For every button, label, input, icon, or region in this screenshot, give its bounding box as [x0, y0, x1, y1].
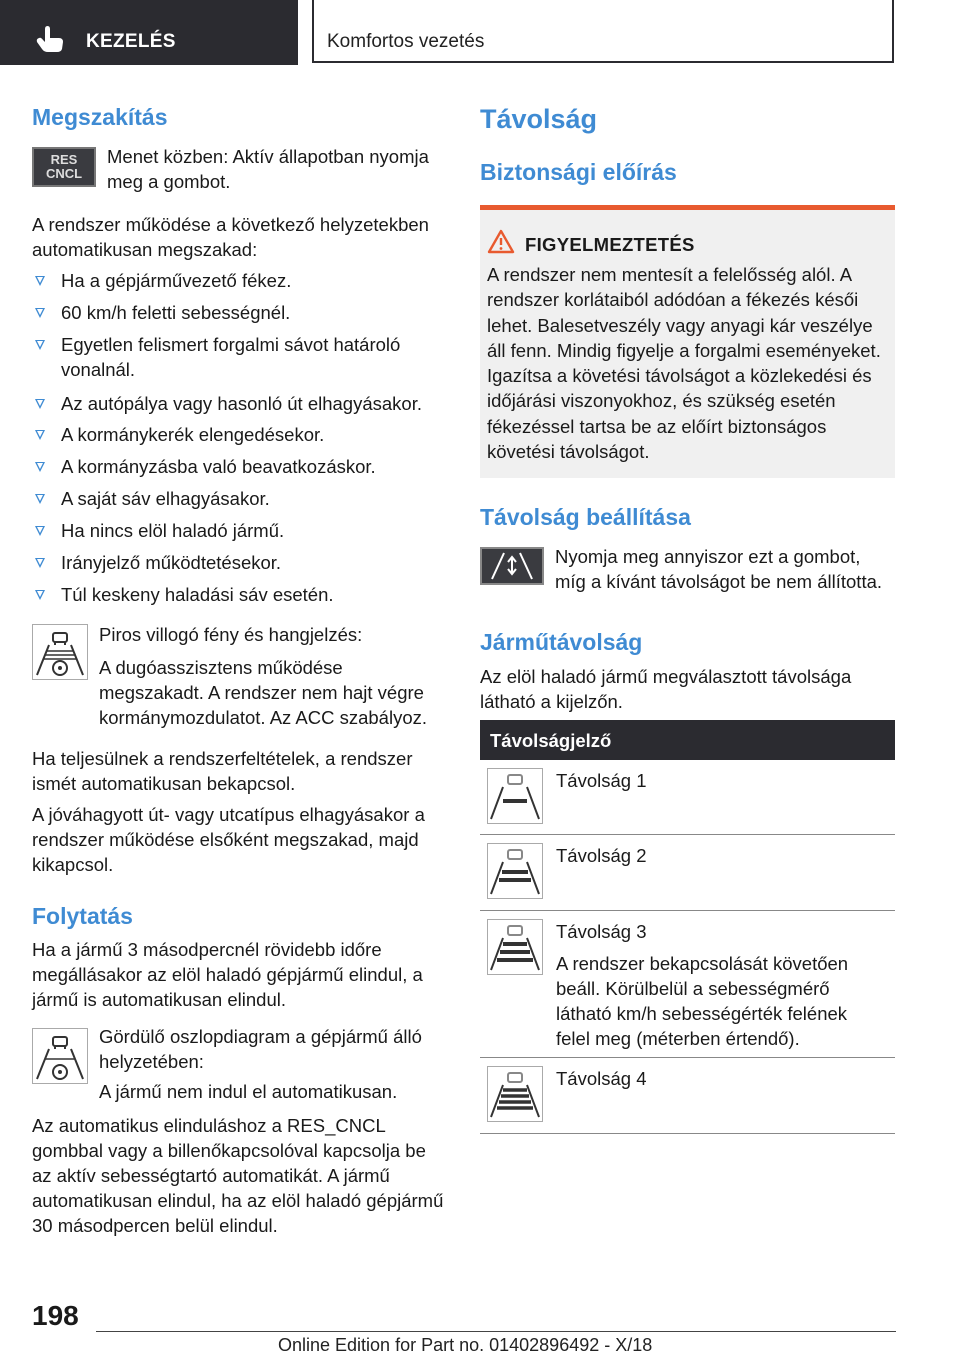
list-item: A kormánykerék elengedésekor. — [32, 422, 444, 447]
distance-3-icon — [487, 919, 543, 975]
res-cncl-button-icon — [32, 147, 96, 187]
table-header-label: Távolságjelző — [490, 730, 612, 751]
section-title: KEZELÉS — [86, 31, 176, 52]
row-divider — [480, 1057, 895, 1058]
intro-text: A rendszer működése a következő helyzetekben automatikusan megszakad: — [32, 214, 429, 260]
distance-bars-3-icon — [488, 920, 542, 974]
reactivate-text: Ha teljesülnek a rendszerfeltételek, a rendszer ismét automatikusan bekapcsol. — [32, 748, 413, 794]
distance-bars-4-icon — [488, 1067, 542, 1121]
footer-divider — [96, 1331, 896, 1332]
distance-4-label: Távolság 4 — [556, 1068, 647, 1089]
icon1-caption: Piros villogó fény és hangjelzés: — [99, 624, 363, 645]
triangle-bullet-icon — [35, 340, 45, 350]
heading-megszakitas: Megszakítás — [32, 104, 168, 130]
folytatas-text: Ha a jármű 3 másodpercnél rövidebb időre megállásakor az elöl haladó gépjármű elindul, a jármű is automatikusan elindul. — [32, 939, 423, 1010]
distance-2-icon — [487, 843, 543, 899]
triangle-bullet-icon — [35, 276, 45, 286]
heading-jarmutavolsag: Járműtávolság — [480, 629, 643, 655]
res-label: RES — [50, 152, 78, 167]
res-instruction: Menet közben: Aktív állapotban nyomja meg a gombot. — [107, 146, 429, 192]
section-tab — [0, 0, 298, 65]
jarmutavolsag-text: Az elöl haladó jármű megválasztott távolsága látható a kijelzőn. — [480, 666, 852, 712]
list-item: Túl keskeny haladási sáv esetén. — [32, 582, 444, 607]
page-number: 198 — [32, 1300, 79, 1331]
list-item: 60 km/h feletti sebességnél. — [32, 300, 444, 325]
triangle-bullet-icon — [35, 590, 45, 600]
edition-text: Online Edition for Part no. 01402896492 - X/18 — [278, 1335, 653, 1355]
triangle-bullet-icon — [35, 494, 45, 504]
triangle-bullet-icon — [35, 430, 45, 440]
table-header — [480, 720, 895, 760]
chapter-title: Komfortos vezetés — [327, 31, 485, 52]
icon2-description: A jármű nem indul el automatikusan. — [99, 1081, 398, 1102]
warning-box — [480, 205, 895, 478]
row-divider — [480, 834, 895, 835]
heading-tavolsag-beallitasa: Távolság beállítása — [480, 504, 691, 530]
icon1-description — [32, 655, 444, 730]
icon2-caption: Gördülő oszlopdiagram a gépjármű álló helyzetében: — [99, 1026, 422, 1072]
row-divider — [480, 910, 895, 911]
distance-1-label: Távolság 1 — [556, 770, 647, 791]
row-divider — [480, 1133, 895, 1134]
heading-biztonsagi: Biztonsági előírás — [480, 159, 677, 185]
warning-text: A rendszer nem mentesít a felelősség alól. A rendszer korlátaiból adódóan a fékezés késői lehet. Balesetveszély vagy anyagi kár veszélye áll fenn. Mindig figyelje a forgalmi eseményeket. Igazítsa a követési távolságot a közlekedési és időjárási viszonyokhoz, és szükség esetén fékezéssel tartsa be az előírt biztonságos követési távolságot. — [487, 264, 881, 463]
triangle-bullet-icon — [35, 399, 45, 409]
distance-1-icon — [487, 768, 543, 824]
distance-setting-text: Nyomja meg annyiszor ezt a gombot, míg a kívánt távolságot be nem állította. — [555, 546, 883, 592]
list-item: A kormányzásba való beavatkozáskor. — [32, 454, 444, 479]
list-item: Ha a gépjárművezető fékez. — [32, 268, 444, 293]
distance-lane-icon — [482, 549, 542, 583]
icon1-description-text: A dugóasszisztens működése megszakadt. A rendszer nem hajt végre kormánymozdulatot. Az ACC szabályoz. — [99, 657, 428, 728]
rolling-bar-icon — [32, 1028, 88, 1084]
distance-2-label: Távolság 2 — [556, 845, 647, 866]
vehicle-lane-icon — [33, 1029, 87, 1083]
list-item: Ha nincs elöl haladó jármű. — [32, 518, 444, 543]
heading-folytatas: Folytatás — [32, 903, 133, 929]
distance-3-note: A rendszer bekapcsolását követően beáll. Körülbelül a sebességmérő látható km/h sebességérték felének felel meg (méterben értendő). — [556, 953, 849, 1049]
leave-road-text: A jóváhagyott út- vagy utcatípus elhagyásakor a rendszer működése elsőként megszakad, majd kikapcsol. — [32, 804, 425, 875]
cncl-label: CNCL — [45, 166, 83, 181]
distance-button-icon — [480, 547, 544, 585]
warning-triangle-icon — [487, 229, 515, 254]
triangle-bullet-icon — [35, 558, 45, 568]
auto-start-text: Az automatikus elinduláshoz a RES_CNCL gombbal vagy a billenőkapcsolóval kapcsolja be az aktív sebességtartó automatikát. A jármű automatikusan elindul, ha az elöl haladó gépjármű 30 másodpercen belül elindul. — [32, 1115, 444, 1236]
page-header — [0, 0, 960, 66]
warning-title: FIGYELMEZTETÉS — [525, 234, 695, 255]
distance-bars-2-icon — [488, 844, 542, 898]
distance-3-label: Távolság 3 — [556, 921, 647, 942]
list-item: A saját sáv elhagyásakor. — [32, 486, 444, 511]
distance-4-icon — [487, 1066, 543, 1122]
hand-pointer-icon — [36, 25, 66, 53]
triangle-bullet-icon — [35, 308, 45, 318]
triangle-bullet-icon — [35, 462, 45, 472]
list-item: Egyetlen felismert forgalmi sávot határoló vonalnál. — [32, 332, 444, 382]
chapter-tab — [312, 0, 894, 63]
list-item: Irányjelző működtetésekor. — [32, 550, 444, 575]
triangle-bullet-icon — [35, 526, 45, 536]
distance-bars-1-icon — [488, 769, 542, 823]
list-item: Az autópálya vagy hasonló út elhagyásakor. — [32, 391, 444, 416]
heading-tavolsag: Távolság — [480, 104, 598, 134]
